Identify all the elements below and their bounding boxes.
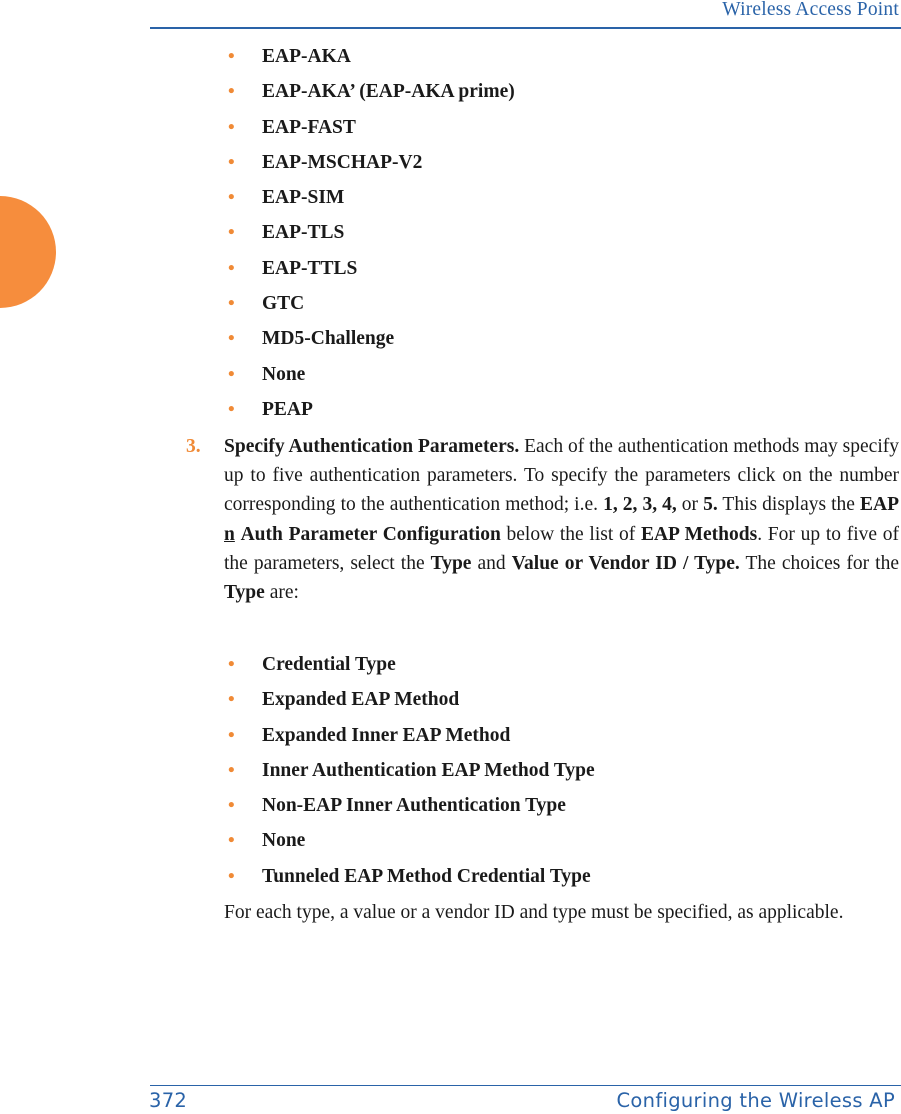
list-item: • PEAP <box>228 392 515 427</box>
list-item: • Tunneled EAP Method Credential Type <box>228 859 595 894</box>
list-item: • Expanded EAP Method <box>228 682 595 717</box>
bullet-icon: • <box>228 398 235 420</box>
bullet-icon: • <box>228 759 235 781</box>
list-item: • EAP-MSCHAP-V2 <box>228 145 515 180</box>
list-item: • EAP-TTLS <box>228 251 515 286</box>
list-item: • Expanded Inner EAP Method <box>228 718 595 753</box>
bullet-icon: • <box>228 654 235 675</box>
bullet-icon: • <box>228 116 235 138</box>
bullet-icon: • <box>228 187 235 209</box>
list-item: • EAP-TLS <box>228 215 515 250</box>
bullet-icon: • <box>228 363 235 385</box>
list-item: • GTC <box>228 286 515 321</box>
page-number: 372 <box>149 1089 188 1112</box>
list-item: • EAP-AKA <box>228 39 515 74</box>
closing-paragraph: For each type, a value or a vendor ID and type must be specified, as applicable. <box>224 902 844 923</box>
eap-methods-list <box>228 39 515 427</box>
chapter-tab-marker <box>0 196 56 308</box>
running-header-title: Wireless Access Point <box>722 0 899 20</box>
bullet-icon: • <box>228 81 235 103</box>
parameter-type-list <box>228 647 595 894</box>
step-3-paragraph: Specify Authentication Parameters. Each of the authentication methods may specify up to five authentication parameters. To specify the parameters click on the number corresponding to the authentication method; i.e. 1, 2, 3, 4, or 5. This displays the EAP n Auth Parameter Configuration below the list of EAP Methods. For up to five of the parameters, select the Type and Value or Vendor ID / Type. The choices for the Type are: <box>224 436 900 604</box>
step-heading: Specify Authentication Parameters. <box>224 436 520 457</box>
bullet-icon: • <box>228 222 235 244</box>
bullet-icon: • <box>228 328 235 350</box>
bullet-icon: • <box>228 46 235 67</box>
bullet-icon: • <box>228 293 235 315</box>
bullet-icon: • <box>228 865 235 887</box>
list-item: • Inner Authentication EAP Method Type <box>228 753 595 788</box>
bullet-icon: • <box>228 689 235 711</box>
footer-section-title: Configuring the Wireless AP <box>616 1089 895 1112</box>
header-rule <box>150 27 901 29</box>
list-item: • EAP-FAST <box>228 110 515 145</box>
list-item: • Credential Type <box>228 647 595 682</box>
bullet-icon: • <box>228 795 235 817</box>
list-item: • MD5-Challenge <box>228 321 515 356</box>
list-item: • EAP-SIM <box>228 180 515 215</box>
footer-rule <box>150 1085 901 1086</box>
list-item: • None <box>228 357 515 392</box>
step-number: 3. <box>186 436 201 457</box>
list-item: • EAP-AKA’ (EAP-AKA prime) <box>228 74 515 109</box>
list-item: • Non-EAP Inner Authentication Type <box>228 788 595 823</box>
bullet-icon: • <box>228 724 235 746</box>
bullet-icon: • <box>228 830 235 852</box>
list-item: • None <box>228 823 595 858</box>
bullet-icon: • <box>228 151 235 173</box>
bullet-icon: • <box>228 257 235 279</box>
